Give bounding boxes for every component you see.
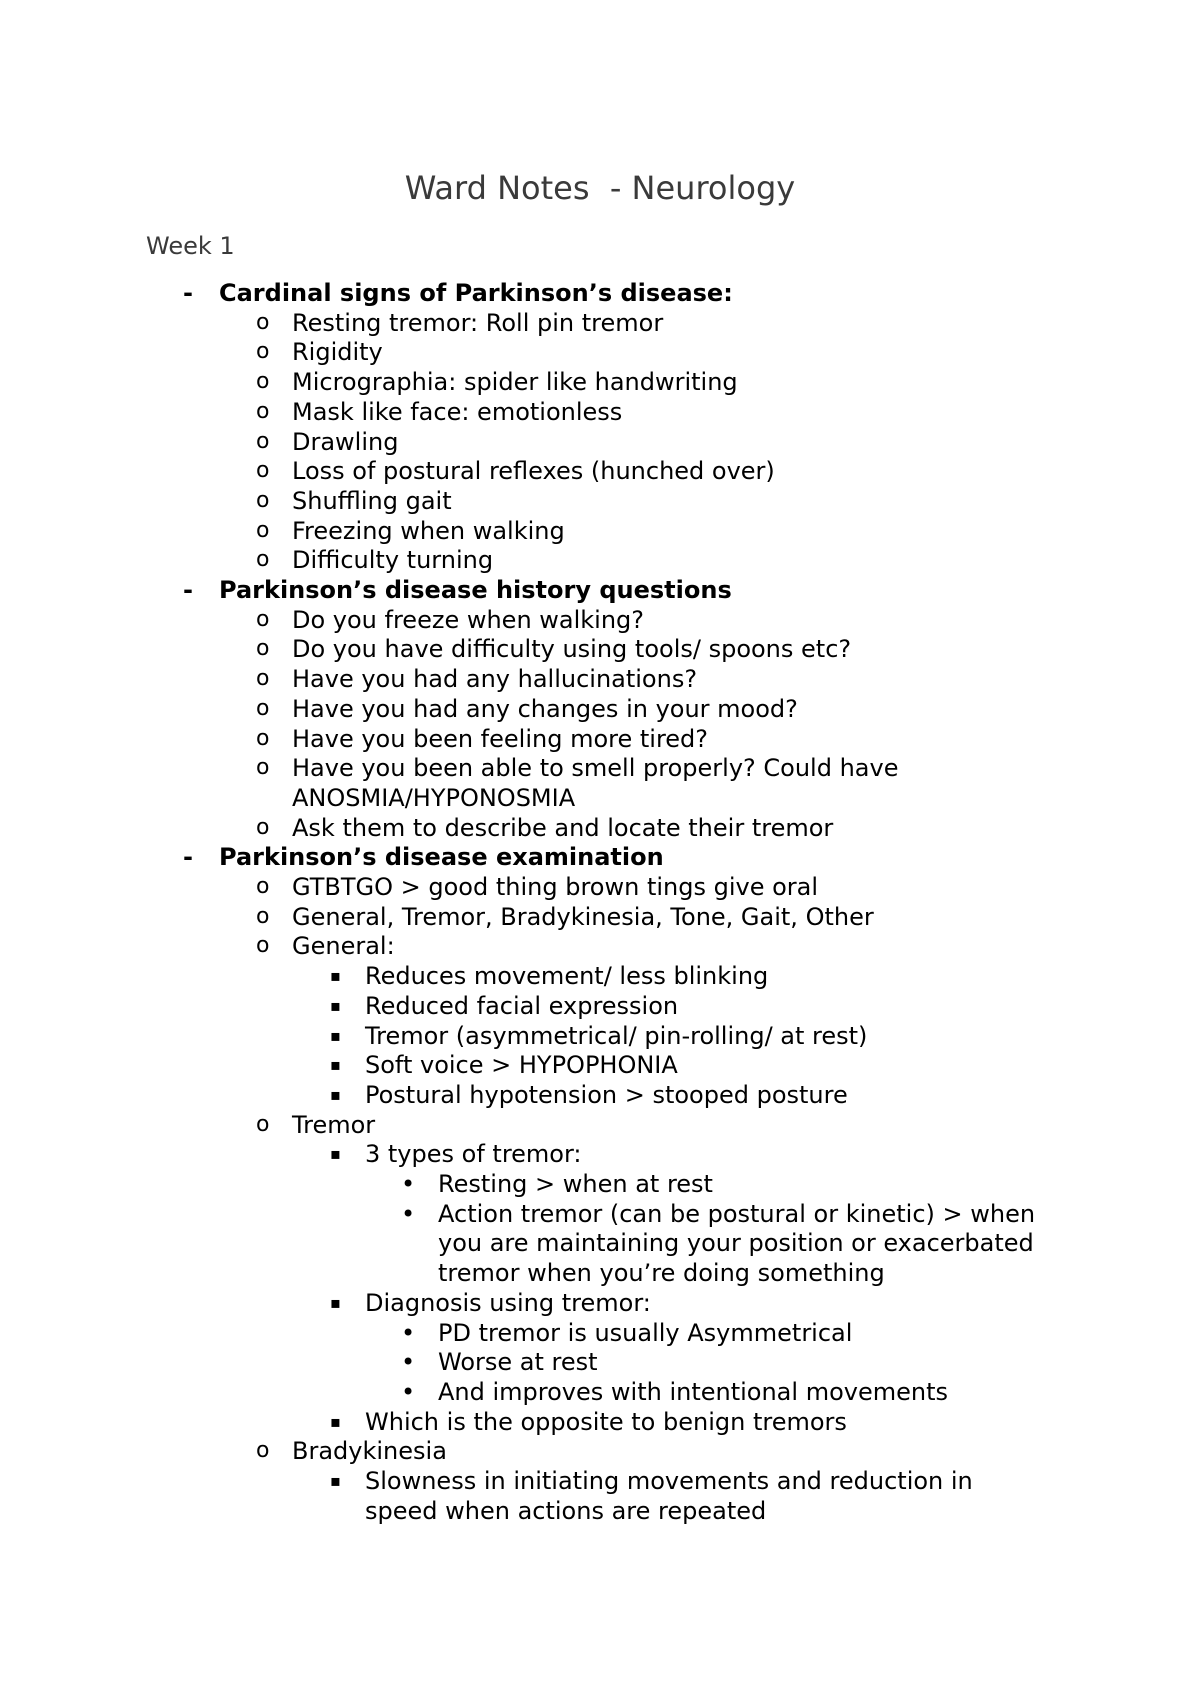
outline-item-text: 3 types of tremor: — [365, 1140, 582, 1168]
outline-item-text: Rigidity — [292, 338, 383, 366]
outline-item-text: Worse at rest — [438, 1348, 598, 1376]
outline-item-text: Ask them to describe and locate their tremor — [292, 814, 834, 842]
square-bullet-icon: ▪ — [330, 1144, 341, 1163]
outline-item-text: Parkinson’s disease examination — [219, 843, 664, 871]
circle-bullet-icon: o — [256, 755, 270, 780]
circle-bullet-icon: o — [256, 488, 270, 513]
dash-bullet-icon: - — [183, 576, 193, 604]
outline-item-continuation: you are maintaining your position or exacerbated — [438, 1229, 1034, 1257]
outline-item-text: Loss of postural reflexes (hunched over) — [292, 457, 775, 485]
circle-bullet-icon: o — [256, 666, 270, 691]
circle-bullet-icon: o — [256, 429, 270, 454]
circle-bullet-icon: o — [256, 815, 270, 840]
outline-item-text: Shuffling gait — [292, 487, 452, 515]
circle-bullet-icon: o — [256, 547, 270, 572]
outline-item-text: Freezing when walking — [292, 517, 565, 545]
circle-bullet-icon: o — [256, 904, 270, 929]
circle-bullet-icon: o — [256, 518, 270, 543]
outline-item-text: Slowness in initiating movements and reduction in — [365, 1467, 973, 1495]
outline-item-text: Reduces movement/ less blinking — [365, 962, 769, 990]
circle-bullet-icon: o — [256, 458, 270, 483]
outline-item-continuation: ANOSMIA/HYPONOSMIA — [292, 784, 576, 812]
circle-bullet-icon: o — [256, 1112, 270, 1137]
bullet-bullet-icon: • — [401, 1319, 416, 1347]
square-bullet-icon: ▪ — [330, 1085, 341, 1104]
bullet-bullet-icon: • — [401, 1348, 416, 1376]
square-bullet-icon: ▪ — [330, 1026, 341, 1045]
circle-bullet-icon: o — [256, 874, 270, 899]
circle-bullet-icon: o — [256, 696, 270, 721]
outline-item-text: Have you been feeling more tired? — [292, 725, 709, 753]
outline-item-text: Postural hypotension > stooped posture — [365, 1081, 848, 1109]
outline-item-text: Do you have difficulty using tools/ spoons etc? — [292, 635, 852, 663]
bullet-bullet-icon: • — [401, 1378, 416, 1406]
circle-bullet-icon: o — [256, 1438, 270, 1463]
circle-bullet-icon: o — [256, 399, 270, 424]
outline-item-text: Mask like face: emotionless — [292, 398, 623, 426]
bullet-bullet-icon: • — [401, 1200, 416, 1228]
outline-item-text: Resting tremor: Roll pin tremor — [292, 309, 664, 337]
outline-item-text: Diagnosis using tremor: — [365, 1289, 651, 1317]
outline-item-text: Do you freeze when walking? — [292, 606, 645, 634]
outline-item-text: Have you had any hallucinations? — [292, 665, 698, 693]
dash-bullet-icon: - — [183, 843, 193, 871]
outline-item-text: Have you had any changes in your mood? — [292, 695, 798, 723]
outline-item-text: General, Tremor, Bradykinesia, Tone, Gait, Other — [292, 903, 874, 931]
outline-item-continuation: tremor when you’re doing something — [438, 1259, 885, 1287]
outline-item-text: Drawling — [292, 428, 399, 456]
circle-bullet-icon: o — [256, 933, 270, 958]
circle-bullet-icon: o — [256, 726, 270, 751]
circle-bullet-icon: o — [256, 369, 270, 394]
square-bullet-icon: ▪ — [330, 1055, 341, 1074]
square-bullet-icon: ▪ — [330, 996, 341, 1015]
outline-item-text: Micrographia: spider like handwriting — [292, 368, 738, 396]
outline-item-text: Difficulty turning — [292, 546, 494, 574]
outline-item-text: Action tremor (can be postural or kinetic) > when — [438, 1200, 1036, 1228]
square-bullet-icon: ▪ — [330, 1412, 341, 1431]
outline-item-text: Cardinal signs of Parkinson’s disease: — [219, 279, 733, 307]
outline-item-text: General: — [292, 932, 395, 960]
outline-item-text: Resting > when at rest — [438, 1170, 713, 1198]
document-title: Ward Notes - Neurology — [404, 169, 796, 207]
circle-bullet-icon: o — [256, 636, 270, 661]
outline-item-text: GTBTGO > good thing brown tings give oral — [292, 873, 819, 901]
square-bullet-icon: ▪ — [330, 1293, 341, 1312]
circle-bullet-icon: o — [256, 607, 270, 632]
outline-item-text: Parkinson’s disease history questions — [219, 576, 732, 604]
outline-item-text: Have you been able to smell properly? Could have — [292, 754, 899, 782]
outline-item-text: Tremor — [292, 1111, 376, 1139]
circle-bullet-icon: o — [256, 339, 270, 364]
outline-item-text: Reduced facial expression — [365, 992, 679, 1020]
week-heading: Week 1 — [146, 232, 235, 260]
circle-bullet-icon: o — [256, 310, 270, 335]
outline-item-text: PD tremor is usually Asymmetrical — [438, 1319, 853, 1347]
outline-item-text: And improves with intentional movements — [438, 1378, 948, 1406]
bullet-bullet-icon: • — [401, 1170, 416, 1198]
square-bullet-icon: ▪ — [330, 1471, 341, 1490]
outline-item-text: Tremor (asymmetrical/ pin-rolling/ at rest) — [365, 1022, 868, 1050]
outline-item-text: Bradykinesia — [292, 1437, 447, 1465]
outline-item-text: Which is the opposite to benign tremors — [365, 1408, 847, 1436]
dash-bullet-icon: - — [183, 279, 193, 307]
outline-item-text: Soft voice > HYPOPHONIA — [365, 1051, 678, 1079]
square-bullet-icon: ▪ — [330, 966, 341, 985]
outline-item-continuation: speed when actions are repeated — [365, 1497, 767, 1525]
